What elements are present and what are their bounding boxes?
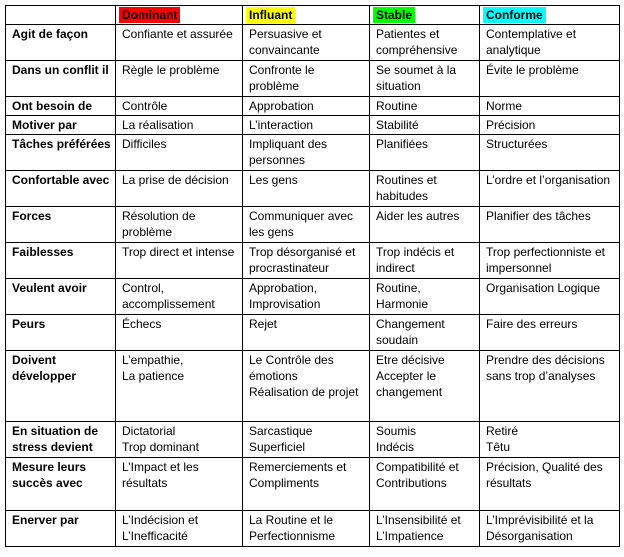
table-cell: Approbation (243, 97, 370, 116)
row-label: Motiver par (6, 116, 116, 135)
personality-table (5, 5, 620, 547)
table-cell: L’ordre et l’organisation (480, 171, 620, 207)
table-row (6, 422, 620, 458)
table-row (6, 458, 620, 511)
row-label: Agit de façon (6, 25, 116, 61)
table-cell: Règle le problème (116, 61, 243, 97)
col-header-dominant (116, 6, 243, 25)
table-cell: Échecs (116, 315, 243, 351)
table-cell: La réalisation (116, 116, 243, 135)
table-row (6, 135, 620, 171)
table-cell: Control, accomplissement (116, 279, 243, 315)
table-cell: Remerciements et Compliments (243, 458, 370, 511)
row-label: Doivent développer (6, 351, 116, 422)
table-cell: Sarcastique Superficiel (243, 422, 370, 458)
table-cell: L’Impact et les résultats (116, 458, 243, 511)
table-cell: Patientes et compréhensive (370, 25, 480, 61)
table-cell: Faire des erreurs (480, 315, 620, 351)
table-cell: Les gens (243, 171, 370, 207)
table-cell: Routine, Harmonie (370, 279, 480, 315)
table-cell: L’empathie, La patience (116, 351, 243, 422)
table-row (6, 243, 620, 279)
table-cell: Précision (480, 116, 620, 135)
table-cell: Prendre des décisions sans trop d’analyses (480, 351, 620, 422)
table-row (6, 171, 620, 207)
table-cell: Norme (480, 97, 620, 116)
table-row (6, 351, 620, 422)
table-cell: Routine (370, 97, 480, 116)
table-cell: Approbation, Improvisation (243, 279, 370, 315)
table-body (6, 25, 620, 547)
corner-cell (6, 6, 116, 25)
table-cell: Etre décisive Accepter le changement (370, 351, 480, 422)
table-cell: Soumis Indécis (370, 422, 480, 458)
table-cell: Organisation Logique (480, 279, 620, 315)
table-cell: Contemplative et analytique (480, 25, 620, 61)
table-cell: Le Contrôle des émotions Réalisation de projet (243, 351, 370, 422)
row-label: Tâches préférées (6, 135, 116, 171)
table-cell: L’Insensibilité et L’Impatience (370, 511, 480, 547)
table-cell: Routines et habitudes (370, 171, 480, 207)
table-cell: Confiante et assurée (116, 25, 243, 61)
table-cell: Évite le problème (480, 61, 620, 97)
table-row (6, 116, 620, 135)
table-cell: Rejet (243, 315, 370, 351)
table-cell: Se soumet à la situation (370, 61, 480, 97)
table-cell: Structurées (480, 135, 620, 171)
row-label: Mesure leurs succès avec (6, 458, 116, 511)
table-cell: Aider les autres (370, 207, 480, 243)
table-cell: Compatibilité et Contributions (370, 458, 480, 511)
table-row (6, 61, 620, 97)
table-cell: Résolution de problème (116, 207, 243, 243)
table-cell: L’interaction (243, 116, 370, 135)
col-header-label: Conforme (483, 7, 546, 23)
table-cell: Planifier des tâches (480, 207, 620, 243)
table-row (6, 97, 620, 116)
row-label: Confortable avec (6, 171, 116, 207)
table-cell: Trop perfectionniste et impersonnel (480, 243, 620, 279)
table-cell: Trop désorganisé et procrastinateur (243, 243, 370, 279)
header-row (6, 6, 620, 25)
table-cell: Contrôle (116, 97, 243, 116)
col-header-stable (370, 6, 480, 25)
table-cell: Confronte le problème (243, 61, 370, 97)
col-header-label: Dominant (119, 7, 180, 23)
table-cell: Retiré Têtu (480, 422, 620, 458)
table-row (6, 511, 620, 547)
table-cell: La prise de décision (116, 171, 243, 207)
col-header-conforme (480, 6, 620, 25)
table-cell: Trop direct et intense (116, 243, 243, 279)
table-cell: Communiquer avec les gens (243, 207, 370, 243)
col-header-influant (243, 6, 370, 25)
row-label: Dans un conflit il (6, 61, 116, 97)
table-cell: Trop indécis et indirect (370, 243, 480, 279)
row-label: Ont besoin de (6, 97, 116, 116)
row-label: En situation de stress devient (6, 422, 116, 458)
row-label: Veulent avoir (6, 279, 116, 315)
table-cell: La Routine et le Perfectionnisme (243, 511, 370, 547)
row-label: Forces (6, 207, 116, 243)
table-cell: Persuasive et convaincante (243, 25, 370, 61)
table-cell: Changement soudain (370, 315, 480, 351)
table-cell: Impliquant des personnes (243, 135, 370, 171)
row-label: Enerver par (6, 511, 116, 547)
table-cell: Difficiles (116, 135, 243, 171)
table-row (6, 315, 620, 351)
table-cell: Dictatorial Trop dominant (116, 422, 243, 458)
table-cell: L’Indécision et L’Inefficacité (116, 511, 243, 547)
table-cell: Planifiées (370, 135, 480, 171)
table-cell: L’Imprévisibilité et la Désorganisation (480, 511, 620, 547)
table-row (6, 207, 620, 243)
table-row (6, 279, 620, 315)
table-cell: Précision, Qualité des résultats (480, 458, 620, 511)
table-cell: Stabilité (370, 116, 480, 135)
col-header-label: Stable (373, 7, 415, 23)
row-label: Faiblesses (6, 243, 116, 279)
row-label: Peurs (6, 315, 116, 351)
table-row (6, 25, 620, 61)
col-header-label: Influant (246, 7, 295, 23)
